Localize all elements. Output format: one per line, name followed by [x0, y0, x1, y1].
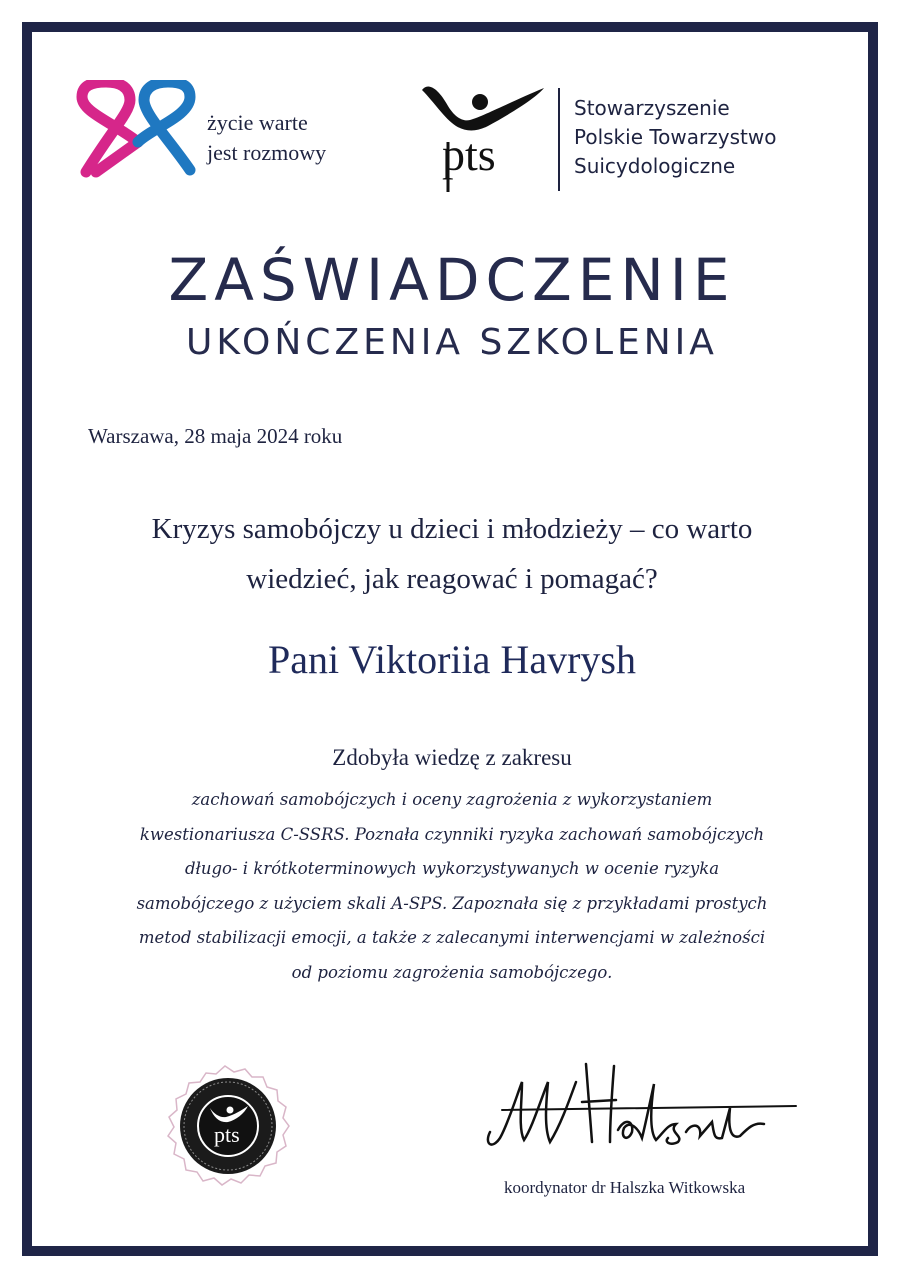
description-line: od poziomu zagrożenia samobójczego. — [291, 962, 613, 982]
place-and-date: Warszawa, 28 maja 2024 roku — [88, 424, 343, 448]
certificate-title: ZAŚWIADCZENIE — [168, 246, 736, 314]
signature-caption: koordynator dr Halszka Witkowska — [504, 1178, 746, 1197]
description-line: długo- i krótkoterminowych wykorzystywanych w ocenie ryzyka — [184, 859, 720, 879]
pts-seal-icon — [150, 1062, 300, 1192]
course-title — [80, 504, 824, 604]
description-line: kwestionariusza C-SSRS. Poznała czynniki ryzyka zachowań samobójczych — [139, 824, 765, 844]
org-line: Suicydologiczne — [574, 154, 736, 178]
pts-logo — [418, 80, 848, 200]
logo-divider — [558, 88, 560, 191]
course-title-line: Kryzys samobójczy u dzieci i młodzieży – co warto — [151, 513, 753, 545]
organization-name — [574, 94, 776, 181]
org-line: Polskie Towarzystwo — [574, 125, 777, 149]
org-line: Stowarzyszenie — [574, 96, 730, 120]
description — [70, 783, 834, 991]
course-title-line: wiedzieć, jak reagować i pomagać? — [246, 563, 658, 595]
description-line: samobójczego z użyciem skali A-SPS. Zapoznała się z przykładami prostych — [136, 893, 768, 913]
pts-figure-logo-icon — [418, 80, 553, 200]
acquired-knowledge-heading: Zdobyła wiedzę z zakresu — [332, 745, 572, 770]
certificate-subtitle: UKOŃCZENIA SZKOLENIA — [186, 322, 718, 363]
handwritten-signature-icon — [478, 1062, 808, 1162]
svg-text:pts: pts — [442, 129, 496, 180]
description-line: zachowań samobójczych i oceny zagrożenia z wykorzystaniem — [191, 790, 713, 809]
zycie-warte-logo — [72, 80, 372, 190]
description-line: metod stabilizacji emocji, a także z zalecanymi interwencjami w zależności — [138, 928, 766, 948]
recipient-name: Pani Viktoriia Havrysh — [268, 637, 636, 682]
pink-blue-ribbons-icon — [72, 80, 202, 180]
svg-text:pts: pts — [214, 1122, 240, 1147]
logo-tagline: życie warte jest rozmowy — [207, 110, 327, 165]
